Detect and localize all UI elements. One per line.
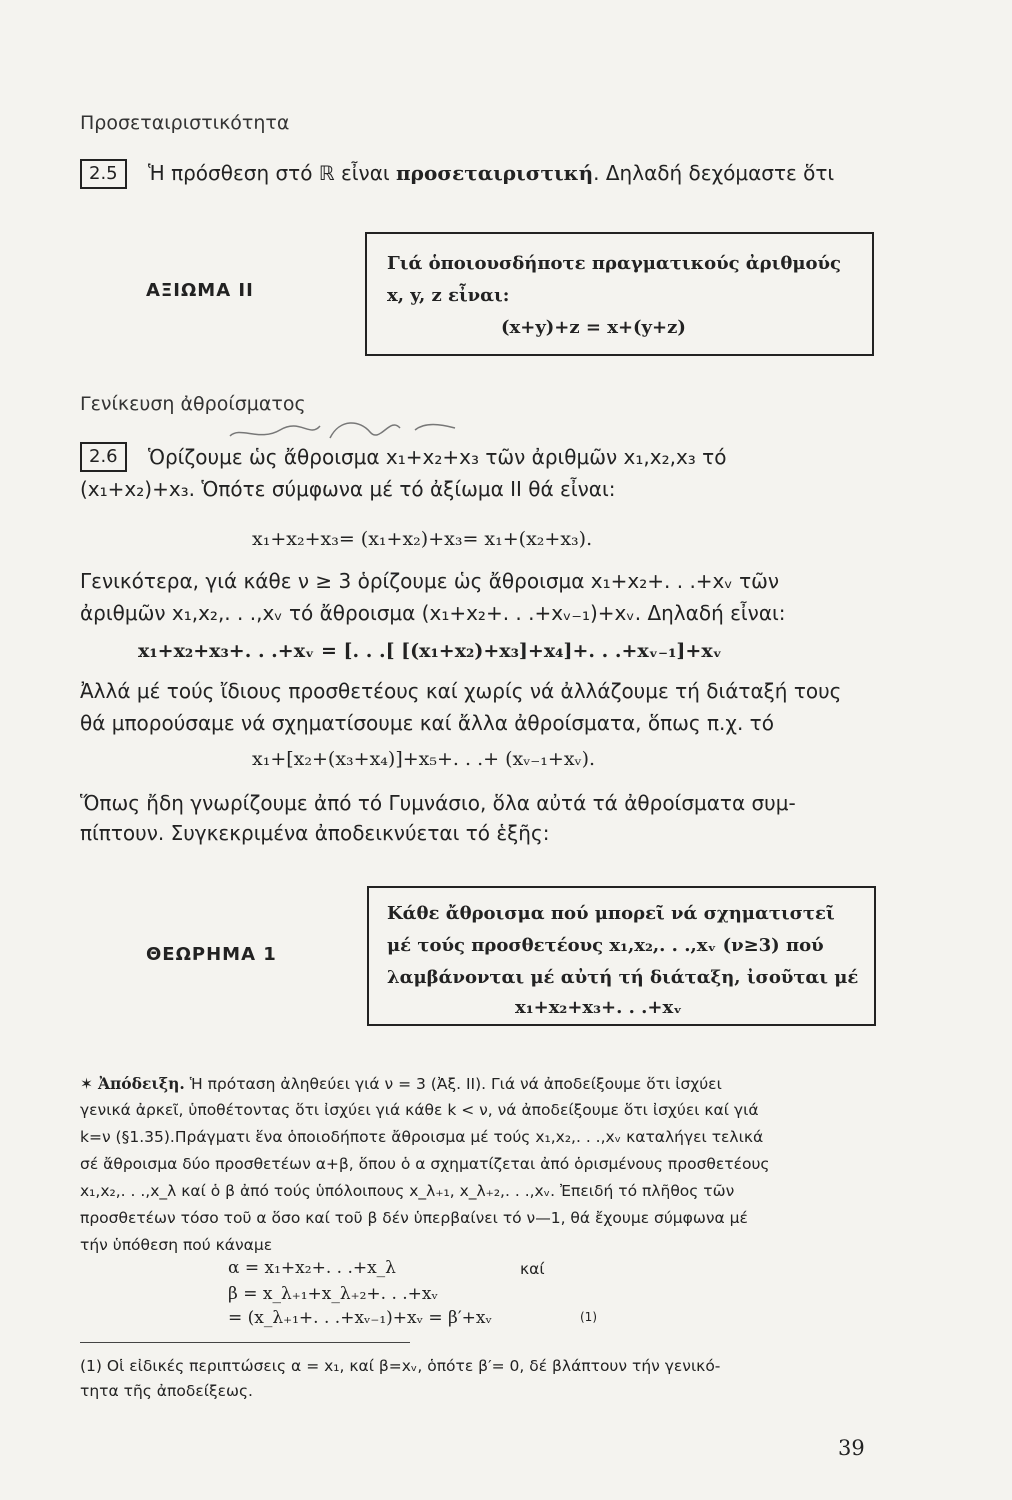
axiom-line-2: x, y, z εἶναι: — [387, 285, 510, 306]
p26-line-2: (x₁+x₂)+x₃. Ὁπότε σύμφωνα μέ τό ἀξίωμα ΙΙ θά εἶναι: — [80, 477, 616, 501]
axiom-formula: (x+y)+z = x+(y+z) — [501, 317, 686, 338]
axiom-box — [365, 232, 874, 356]
proof-line-2: γενικά ἀρκεῖ, ὑποθέτοντας ὅτι ἰσχύει γιά κάθε k < ν, νά ἀποδείξουμε ὅτι ἰσχύει καί γιά — [80, 1101, 759, 1119]
theorem-line-2: μέ τούς προσθετέους x₁,x₂,. . .,xᵥ (ν≥3) πού — [387, 935, 824, 956]
p25-text-a: Ἡ πρόσθεση στό ℝ εἶναι — [148, 161, 397, 185]
footnote-marker: (1) — [580, 1310, 597, 1324]
paragraph-number-2-6: 2.6 — [80, 442, 127, 472]
proof-equation-alpha: α = x₁+x₂+. . .+x_λ — [228, 1258, 396, 1278]
proof-equation-beta: β = x_λ₊₁+x_λ₊₂+. . .+xᵥ — [228, 1284, 438, 1304]
p25-bold-term: προσεταιριστική — [396, 161, 594, 185]
page-number: 39 — [838, 1436, 865, 1460]
proof-l1-text: Ἡ πρόταση ἀληθεύει γιά ν = 3 (Ἀξ. ΙΙ). Γιά νά ἀποδείξουμε ὅτι ἰσχύει — [184, 1075, 722, 1093]
axiom-line-1: Γιά ὁποιουσδήποτε πραγματικούς ἀριθμούς — [387, 253, 841, 274]
proof-line-1 — [80, 1070, 722, 1098]
p26-line-7: Ὅπως ἤδη γνωρίζουμε ἀπό τό Γυμνάσιο, ὅλα αὐτά τά ἀθροίσματα συμ- — [80, 791, 796, 815]
p26-line-1: Ὁρίζουμε ὡς ἄθροισμα x₁+x₂+x₃ τῶν ἀριθμῶν x₁,x₂,x₃ τό — [148, 445, 727, 469]
p26-line-8: πίπτουν. Συγκεκριμένα ἀποδεικνύεται τό ἑξῆς: — [80, 821, 550, 845]
section-title-associativity: Προσεταιριστικότητα — [80, 112, 290, 134]
section-title-generalization: Γενίκευση ἀθροίσματος — [80, 393, 306, 415]
p26-line-6: θά μπορούσαμε νά σχηματίσουμε καί ἄλλα ἀθροίσματα, ὅπως π.χ. τό — [80, 711, 774, 735]
proof-heading: Ἀπόδειξη. — [97, 1074, 185, 1093]
proof-line-4: σέ ἄθροισμα δύο προσθετέων α+β, ὅπου ὁ α σχηματίζεται ἀπό ὁρισμένους προσθετέους — [80, 1155, 770, 1173]
paragraph-number-2-5: 2.5 — [80, 159, 127, 189]
theorem-line-4: x₁+x₂+x₃+. . .+xᵥ — [515, 997, 683, 1018]
theorem-line-3: λαμβάνονται μέ αὐτή τή διάταξη, ἰσοῦται μέ — [387, 967, 859, 988]
p26-line-5: Ἀλλά μέ τούς ἴδιους προσθετέους καί χωρίς νά ἀλλάζουμε τή διάταξή τους — [80, 679, 842, 703]
footnote-line-2: τητα τῆς ἀποδείξεως. — [80, 1382, 253, 1400]
equation-2: x₁+x₂+x₃+. . .+xᵥ = [. . .[ [(x₁+x₂)+x₃]+x₄]+. . .+xᵥ₋₁]+xᵥ — [138, 640, 722, 662]
paragraph-2-5-text — [148, 158, 834, 188]
theorem-label: ΘΕΩΡΗΜΑ 1 — [146, 944, 277, 965]
axiom-label: ΑΞΙΩΜΑ ΙΙ — [146, 280, 254, 301]
footnote-rule — [80, 1342, 410, 1343]
proof-equation-beta-2: = (x_λ₊₁+. . .+xᵥ₋₁)+xᵥ = β′+xᵥ — [228, 1308, 492, 1328]
footnote-line-1: (1) Οἱ εἰδικές περιπτώσεις α = x₁, καί β=xᵥ, ὁπότε β′= 0, δέ βλάπτουν τήν γενικό- — [80, 1357, 721, 1375]
proof-line-3: k=ν (§1.35).Πράγματι ἕνα ὁποιοδήποτε ἄθροισμα μέ τούς x₁,x₂,. . .,xᵥ καταλήγει τελικά — [80, 1128, 764, 1146]
proof-line-5: x₁,x₂,. . .,x_λ καί ὁ β ἀπό τούς ὑπόλοιπους x_λ₊₁, x_λ₊₂,. . .,xᵥ. Ἐπειδή τό πλῆθος τῶν — [80, 1182, 735, 1200]
star-icon: ✶ — [80, 1075, 93, 1093]
proof-kai: καί — [520, 1260, 545, 1278]
proof-line-6: προσθετέων τόσο τοῦ α ὅσο καί τοῦ β δέν ὑπερβαίνει τό ν—1, θά ἔχουμε σύμφωνα μέ — [80, 1209, 748, 1227]
p25-text-c: . Δηλαδή δεχόμαστε ὅτι — [593, 161, 835, 185]
proof-line-7: τήν ὑπόθεση πού κάναμε — [80, 1236, 273, 1254]
p26-line-4: ἀριθμῶν x₁,x₂,. . .,xᵥ τό ἄθροισμα (x₁+x₂+. . .+xᵥ₋₁)+xᵥ. Δηλαδή εἶναι: — [80, 601, 786, 625]
p26-line-3: Γενικότερα, γιά κάθε ν ≥ 3 ὁρίζουμε ὡς ἄθροισμα x₁+x₂+. . .+xᵥ τῶν — [80, 569, 780, 593]
theorem-line-1: Κάθε ἄθροισμα πού μπορεῖ νά σχηματιστεῖ — [387, 903, 835, 924]
theorem-box — [367, 886, 876, 1026]
equation-1: x₁+x₂+x₃= (x₁+x₂)+x₃= x₁+(x₂+x₃). — [252, 528, 593, 550]
equation-3: x₁+[x₂+(x₃+x₄)]+x₅+. . .+ (xᵥ₋₁+xᵥ). — [252, 748, 596, 770]
